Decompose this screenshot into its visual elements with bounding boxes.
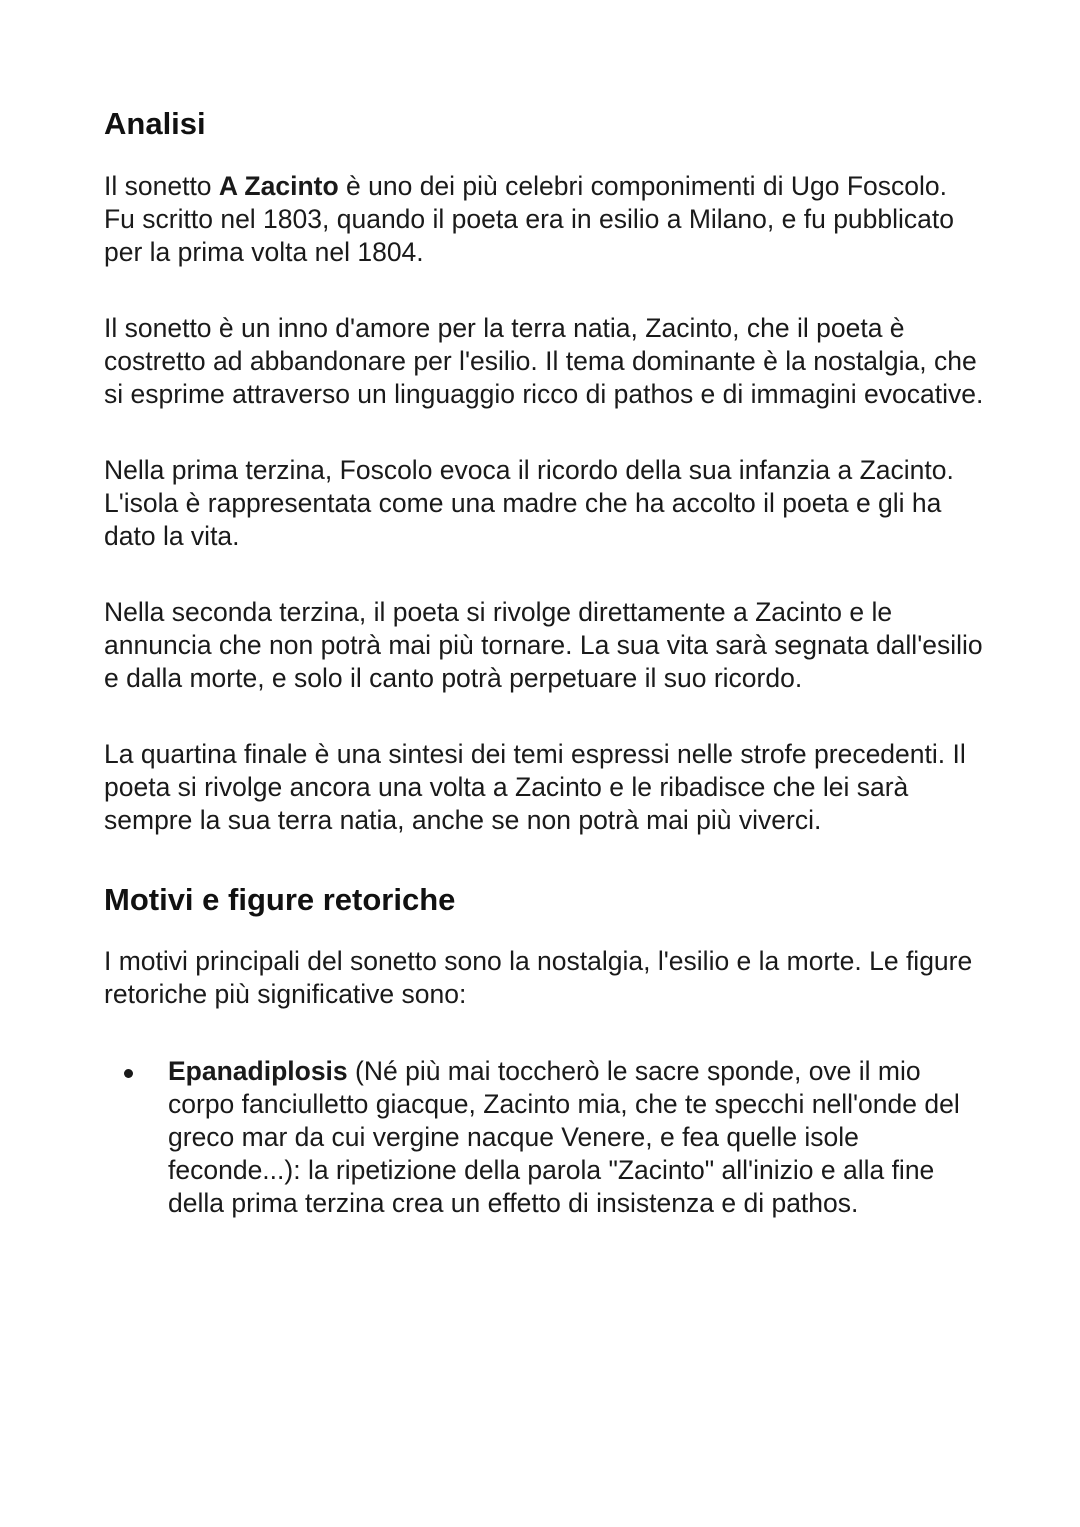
bullet-icon xyxy=(124,1069,133,1078)
heading-analisi: Analisi xyxy=(104,106,206,141)
paragraph-intro xyxy=(104,170,984,269)
figure-term: Epanadiplosis xyxy=(168,1056,348,1086)
paragraph-second-tercet: Nella seconda terzina, il poeta si rivolge direttamente a Zacinto e le annuncia che non potrà mai più tornare. La sua vita sarà segnata dall'esilio e dalla morte, e solo il canto potrà perpetuare il suo ricordo. xyxy=(104,597,983,693)
paragraph-intro-rest: è uno dei più celebri componimenti di Ugo Foscolo. Fu scritto nel 1803, quando il poeta era in esilio a Milano, e fu pubblicato per la prima volta nel 1804. xyxy=(104,171,955,267)
rhetorical-figures-list xyxy=(104,1055,984,1220)
poem-title: A Zacinto xyxy=(218,171,339,201)
paragraph-motivi-intro: I motivi principali del sonetto sono la nostalgia, l'esilio e la morte. Le figure retoriche più significative sono: xyxy=(104,946,973,1009)
paragraph-first-tercet: Nella prima terzina, Foscolo evoca il ricordo della sua infanzia a Zacinto. L'isola è rappresentata come una madre che ha accolto il poeta e gli ha dato la vita. xyxy=(104,455,954,551)
figure-description: (Né più mai toccherò le sacre sponde, ove il mio corpo fanciulletto giacque, Zacinto mia, che te specchi nell'onde del greco mar da cui vergine nacque Venere, e fea quelle isole feconde...): la ripetizione della parola "Zacinto" all'inizio e alla fine della prima terzina crea un effetto di insistenza e di pathos. xyxy=(168,1056,960,1218)
document-page xyxy=(104,104,984,1220)
paragraph-final-quatrain: La quartina finale è una sintesi dei temi espressi nelle strofe precedenti. Il poeta si rivolge ancora una volta a Zacinto e le ribadisce che lei sarà sempre la sua terra natia, anche se non potrà mai più viverci. xyxy=(104,739,966,835)
paragraph-intro-start: Il sonetto xyxy=(104,171,219,201)
list-item xyxy=(168,1055,984,1220)
paragraph-theme: Il sonetto è un inno d'amore per la terra natia, Zacinto, che il poeta è costretto ad abbandonare per l'esilio. Il tema dominante è la nostalgia, che si esprime attraverso un linguaggio ricco di pathos e di immagini evocative. xyxy=(104,313,984,409)
heading-motivi: Motivi e figure retoriche xyxy=(104,882,456,917)
